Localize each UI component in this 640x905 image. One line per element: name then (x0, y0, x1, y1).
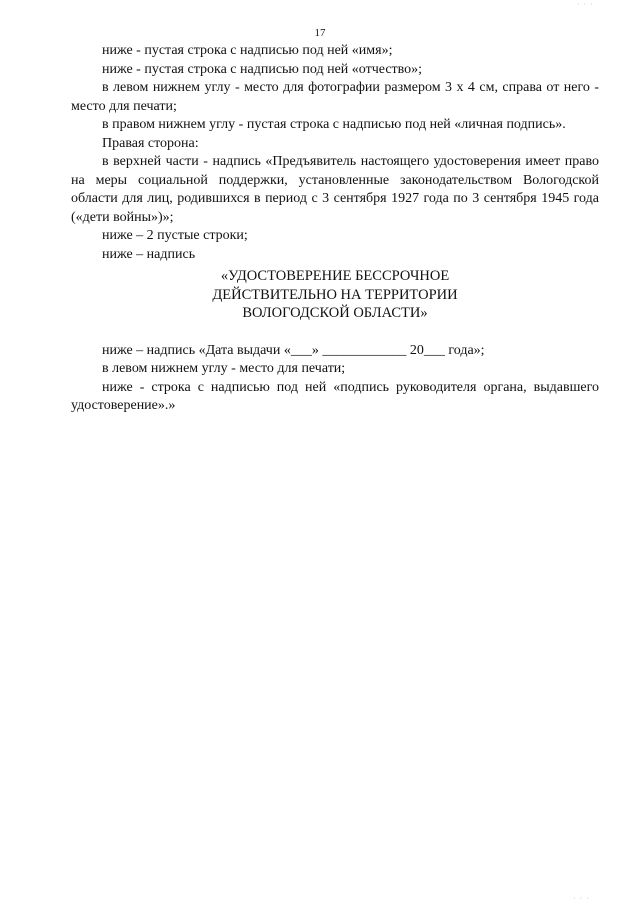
paragraph-right-side-label: Правая сторона: (102, 135, 199, 151)
scan-artifact-mark: · · · (577, 0, 594, 9)
heading-line: «УДОСТОВЕРЕНИЕ БЕССРОЧНОЕ (220, 268, 450, 284)
paragraph-holder-rights: в верхней части - надпись «Предъявитель настоящего удостоверения имеет право на меры социальной поддержки, установленные законодательством Вологодской области для лиц, родившихся в период с 3 сентября 1927 года по 3 сентября 1945 года («дети войны»)»; (71, 154, 599, 225)
blank-line-gap (71, 323, 599, 342)
certificate-heading (71, 267, 599, 323)
paragraph-empty-lines: ниже – 2 пустые строки; (102, 228, 248, 243)
heading-line: ВОЛОГОДСКОЙ ОБЛАСТИ» (242, 305, 428, 321)
paragraph-photo-place: в левом нижнем углу - место для фотографии размером 3 х 4 см, справа от него - место для печати; (71, 80, 599, 114)
paragraph-stamp-place: в левом нижнем углу - место для печати; (102, 361, 346, 376)
paragraph-issue-date: ниже – надпись «Дата выдачи «___» ____________ 20___ года»; (102, 342, 485, 358)
page-number: 17 (314, 27, 326, 39)
document-body (71, 42, 599, 416)
paragraph-name-line: ниже - пустая строка с надписью под ней «имя»; (102, 43, 393, 58)
paragraph-inscription-intro: ниже – надпись (102, 246, 196, 262)
scan-artifact-mark: · · · (573, 894, 590, 903)
paragraph-patronymic-line: ниже - пустая строка с надписью под ней «отчество»; (102, 61, 423, 77)
paragraph-signature-line: в правом нижнем углу - пустая строка с надписью под ней «личная подпись». (102, 117, 566, 132)
paragraph-head-signature: ниже - строка с надписью под ней «подпись руководителя органа, выдавшего удостоверение».» (71, 379, 599, 413)
heading-line: ДЕЙСТВИТЕЛЬНО НА ТЕРРИТОРИИ (212, 286, 458, 303)
